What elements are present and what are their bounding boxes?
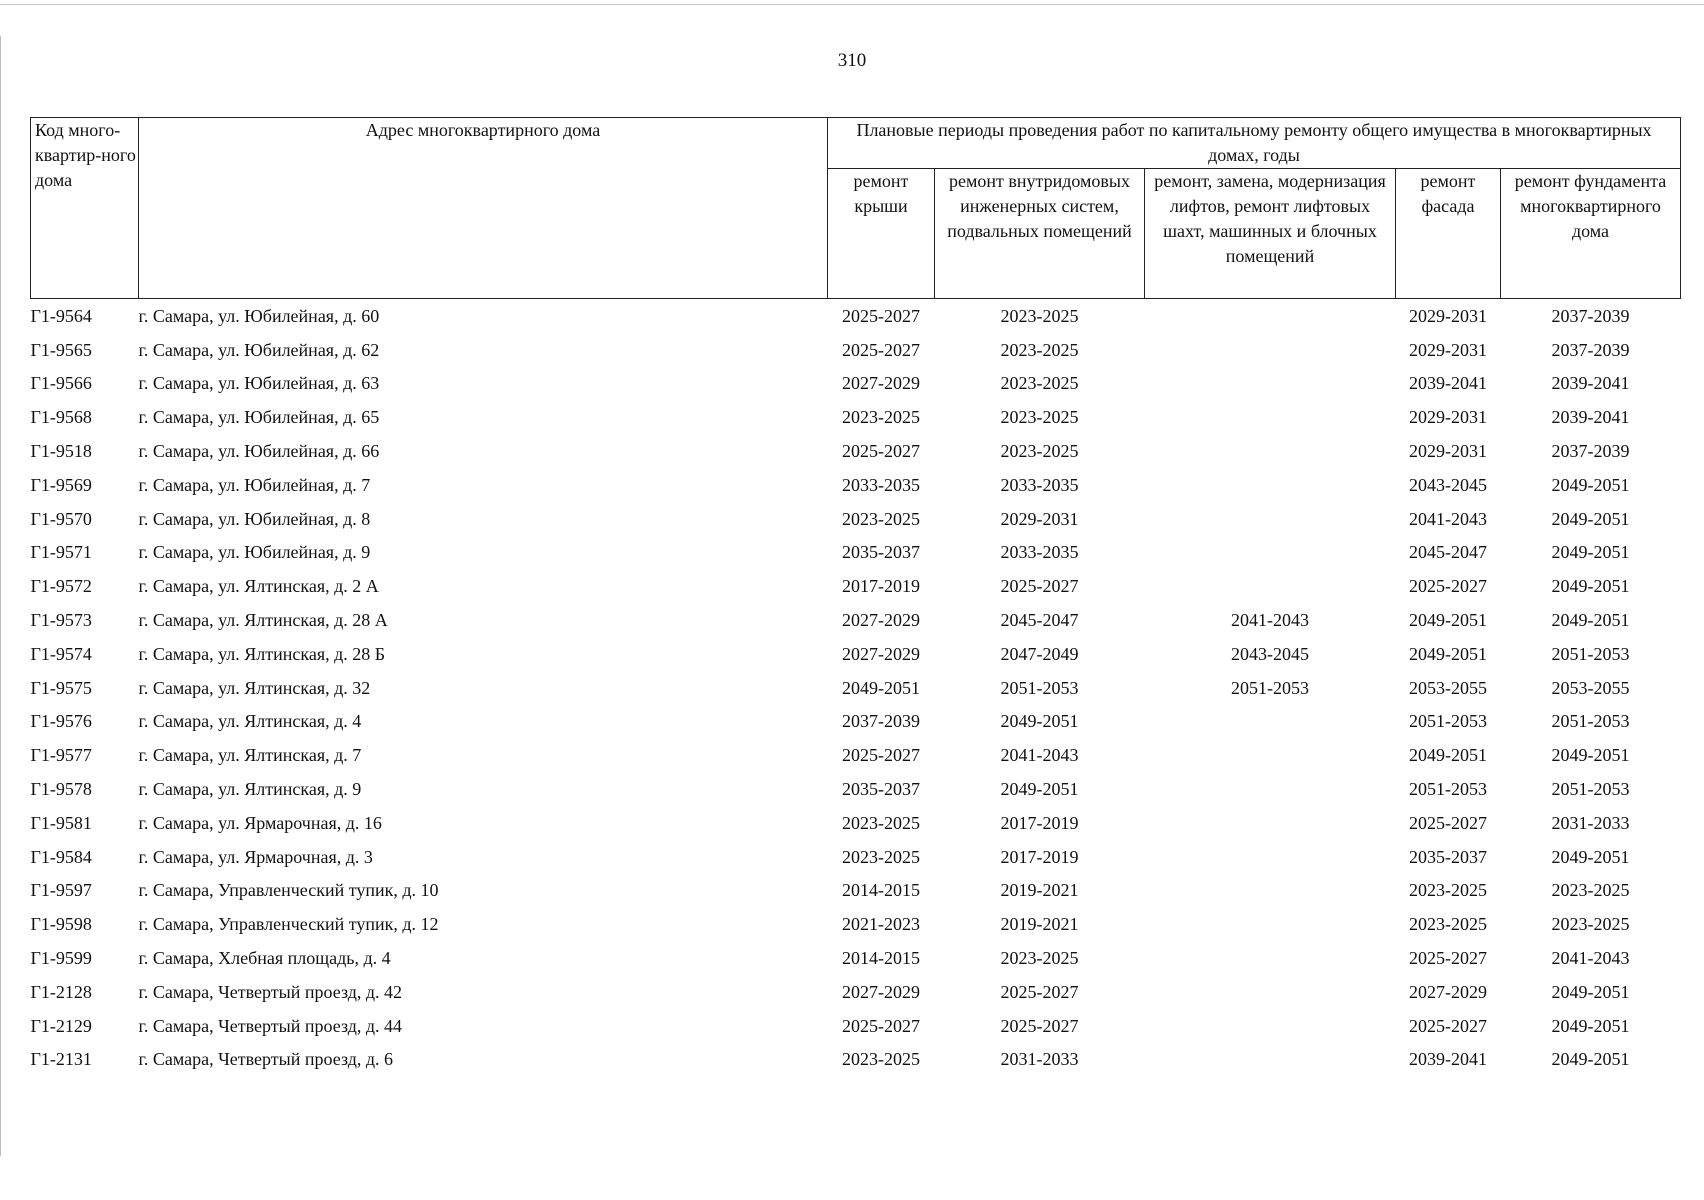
cell-lifts: [1145, 738, 1396, 772]
cell-facade: 2023-2025: [1409, 880, 1487, 901]
cell-address: г. Самара, ул. Ярмарочная, д. 3: [138, 846, 373, 867]
cell-engineering: 2041-2043: [1000, 745, 1079, 766]
cell-facade: 2049-2051: [1409, 643, 1487, 664]
table-row: [31, 333, 1681, 367]
cell-engineering: 2017-2019: [1000, 846, 1079, 867]
cell-code: Г1-9571: [30, 542, 92, 563]
cell-roof: 2023-2025: [842, 812, 920, 833]
cell-facade: 2053-2055: [1409, 677, 1487, 698]
cell-code: Г1-9578: [30, 779, 92, 800]
cell-lifts: [1145, 367, 1396, 401]
table-row: [31, 367, 1681, 401]
cell-address: г. Самара, ул. Юбилейная, д. 62: [138, 339, 380, 360]
header-facade: ремонт фасада: [1396, 169, 1501, 299]
table-row: [31, 468, 1681, 502]
cell-address: г. Самара, ул. Юбилейная, д. 8: [138, 508, 371, 529]
cell-engineering: 2023-2025: [1000, 373, 1079, 394]
cell-roof: 2025-2027: [842, 305, 920, 326]
cell-foundation: 2037-2039: [1551, 441, 1630, 462]
cell-code: Г1-9597: [30, 880, 92, 901]
cell-facade: 2027-2029: [1409, 981, 1487, 1002]
table-row: [31, 299, 1681, 333]
cell-foundation: 2023-2025: [1551, 880, 1630, 901]
cell-roof: 2027-2029: [842, 981, 920, 1002]
cell-lifts: [1145, 975, 1396, 1009]
cell-engineering: 2045-2047: [1000, 610, 1079, 631]
cell-address: г. Самара, ул. Ялтинская, д. 4: [138, 711, 362, 732]
table-row: [31, 400, 1681, 434]
header-engineering: ремонт внутридомовых инженерных систем, подвальных помещений: [935, 169, 1145, 299]
cell-address: г. Самара, Управленческий тупик, д. 10: [138, 880, 439, 901]
cell-facade: 2051-2053: [1409, 711, 1487, 732]
cell-address: г. Самара, ул. Ялтинская, д. 28 А: [138, 610, 388, 631]
cell-address: г. Самара, ул. Ялтинская, д. 7: [138, 745, 362, 766]
cell-roof: 2035-2037: [842, 779, 920, 800]
cell-lifts: 2041-2043: [1231, 610, 1309, 631]
cell-engineering: 2025-2027: [1000, 576, 1079, 597]
table-row: [31, 603, 1681, 637]
cell-engineering: 2023-2025: [1000, 441, 1079, 462]
header-periods: Плановые периоды проведения работ по капитальному ремонту общего имущества в многоквартирных домах, годы: [828, 118, 1681, 169]
table-row: [31, 671, 1681, 705]
cell-lifts: [1145, 502, 1396, 536]
scan-edge-top: [0, 4, 1704, 5]
cell-foundation: 2031-2033: [1551, 812, 1630, 833]
table-body: [31, 299, 1681, 1077]
cell-code: Г1-9575: [30, 677, 92, 698]
cell-roof: 2027-2029: [842, 643, 920, 664]
table-row: [31, 874, 1681, 908]
cell-roof: 2049-2051: [842, 677, 920, 698]
cell-facade: 2049-2051: [1409, 745, 1487, 766]
cell-facade: 2029-2031: [1409, 441, 1487, 462]
header-foundation: ремонт фундамента многоквартирного дома: [1501, 169, 1681, 299]
cell-address: г. Самара, ул. Ялтинская, д. 28 Б: [138, 643, 386, 664]
cell-lifts: [1145, 468, 1396, 502]
table-row: [31, 434, 1681, 468]
table-row: [31, 502, 1681, 536]
cell-address: г. Самара, ул. Юбилейная, д. 60: [138, 305, 380, 326]
table-row: [31, 772, 1681, 806]
cell-address: г. Самара, ул. Ялтинская, д. 2 А: [138, 576, 379, 597]
cell-lifts: [1145, 434, 1396, 468]
cell-lifts: [1145, 806, 1396, 840]
cell-address: г. Самара, ул. Юбилейная, д. 9: [138, 542, 371, 563]
cell-facade: 2045-2047: [1409, 542, 1487, 563]
cell-lifts: [1145, 333, 1396, 367]
cell-roof: 2023-2025: [842, 846, 920, 867]
cell-engineering: 2019-2021: [1000, 914, 1079, 935]
cell-address: г. Самара, Четвертый проезд, д. 42: [138, 981, 403, 1002]
cell-foundation: 2039-2041: [1551, 407, 1630, 428]
cell-foundation: 2049-2051: [1551, 1049, 1630, 1070]
cell-engineering: 2025-2027: [1000, 981, 1079, 1002]
cell-facade: 2025-2027: [1409, 1015, 1487, 1036]
cell-code: Г1-9568: [30, 407, 92, 428]
cell-engineering: 2023-2025: [1000, 407, 1079, 428]
cell-lifts: 2043-2045: [1231, 643, 1309, 664]
cell-address: г. Самара, ул. Юбилейная, д. 63: [138, 373, 380, 394]
cell-roof: 2025-2027: [842, 339, 920, 360]
cell-engineering: 2019-2021: [1000, 880, 1079, 901]
table-row: [31, 975, 1681, 1009]
cell-engineering: 2029-2031: [1000, 508, 1079, 529]
cell-foundation: 2049-2051: [1551, 981, 1630, 1002]
cell-address: г. Самара, Управленческий тупик, д. 12: [138, 914, 439, 935]
cell-roof: 2037-2039: [842, 711, 920, 732]
cell-roof: 2025-2027: [842, 441, 920, 462]
cell-facade: 2051-2053: [1409, 779, 1487, 800]
cell-foundation: 2053-2055: [1551, 677, 1630, 698]
cell-foundation: 2049-2051: [1551, 610, 1630, 631]
cell-lifts: 2051-2053: [1231, 677, 1309, 698]
cell-facade: 2041-2043: [1409, 508, 1487, 529]
cell-engineering: 2023-2025: [1000, 339, 1079, 360]
table-row: [31, 569, 1681, 603]
cell-code: Г1-9576: [30, 711, 92, 732]
cell-foundation: 2049-2051: [1551, 846, 1630, 867]
cell-foundation: 2051-2053: [1551, 779, 1630, 800]
cell-engineering: 2049-2051: [1000, 711, 1079, 732]
cell-roof: 2023-2025: [842, 407, 920, 428]
table-row: [31, 806, 1681, 840]
cell-facade: 2025-2027: [1409, 812, 1487, 833]
cell-engineering: 2031-2033: [1000, 1049, 1079, 1070]
cell-code: Г1-9566: [30, 373, 92, 394]
cell-code: Г1-9564: [30, 305, 92, 326]
header-code: Код много-квартир-ного дома: [31, 118, 139, 299]
cell-code: Г1-9599: [30, 948, 92, 969]
cell-roof: 2027-2029: [842, 610, 920, 631]
table-row: [31, 536, 1681, 570]
cell-foundation: 2023-2025: [1551, 914, 1630, 935]
cell-facade: 2035-2037: [1409, 846, 1487, 867]
cell-address: г. Самара, ул. Юбилейная, д. 7: [138, 474, 371, 495]
cell-code: Г1-9572: [30, 576, 92, 597]
header-lifts: ремонт, замена, модернизация лифтов, ремонт лифтовых шахт, машинных и блочных помещений: [1145, 169, 1396, 299]
cell-foundation: 2051-2053: [1551, 711, 1630, 732]
cell-facade: 2039-2041: [1409, 373, 1487, 394]
cell-code: Г1-9570: [30, 508, 92, 529]
cell-code: Г1-2129: [30, 1015, 92, 1036]
cell-address: г. Самара, Хлебная площадь, д. 4: [138, 948, 391, 969]
cell-code: Г1-9598: [30, 914, 92, 935]
cell-facade: 2049-2051: [1409, 610, 1487, 631]
cell-engineering: 2051-2053: [1000, 677, 1079, 698]
cell-lifts: [1145, 400, 1396, 434]
cell-roof: 2014-2015: [842, 880, 920, 901]
cell-lifts: [1145, 772, 1396, 806]
repair-schedule-table: [30, 117, 1681, 1076]
cell-code: Г1-2131: [30, 1049, 92, 1070]
cell-engineering: 2025-2027: [1000, 1015, 1079, 1036]
cell-code: Г1-9518: [30, 441, 92, 462]
cell-roof: 2035-2037: [842, 542, 920, 563]
cell-address: г. Самара, Четвертый проезд, д. 6: [138, 1049, 394, 1070]
cell-foundation: 2049-2051: [1551, 508, 1630, 529]
cell-facade: 2043-2045: [1409, 474, 1487, 495]
table-row: [31, 907, 1681, 941]
cell-foundation: 2041-2043: [1551, 948, 1630, 969]
cell-engineering: 2033-2035: [1000, 542, 1079, 563]
cell-facade: 2023-2025: [1409, 914, 1487, 935]
cell-code: Г1-2128: [30, 981, 92, 1002]
cell-foundation: 2037-2039: [1551, 339, 1630, 360]
cell-engineering: 2047-2049: [1000, 643, 1079, 664]
cell-engineering: 2033-2035: [1000, 474, 1079, 495]
table-row: [31, 1009, 1681, 1043]
cell-lifts: [1145, 569, 1396, 603]
header-roof: ремонт крыши: [828, 169, 935, 299]
cell-lifts: [1145, 1009, 1396, 1043]
cell-foundation: 2049-2051: [1551, 542, 1630, 563]
cell-lifts: [1145, 840, 1396, 874]
cell-address: г. Самара, ул. Ялтинская, д. 9: [138, 779, 362, 800]
header-address: Адрес многоквартирного дома: [139, 118, 828, 299]
cell-facade: 2029-2031: [1409, 407, 1487, 428]
page-number: 310: [837, 50, 867, 71]
cell-foundation: 2049-2051: [1551, 474, 1630, 495]
cell-facade: 2039-2041: [1409, 1049, 1487, 1070]
cell-lifts: [1145, 907, 1396, 941]
cell-roof: 2025-2027: [842, 1015, 920, 1036]
cell-lifts: [1145, 536, 1396, 570]
cell-foundation: 2049-2051: [1551, 576, 1630, 597]
cell-code: Г1-9584: [30, 846, 92, 867]
cell-address: г. Самара, ул. Юбилейная, д. 66: [138, 441, 380, 462]
cell-foundation: 2037-2039: [1551, 305, 1630, 326]
cell-foundation: 2049-2051: [1551, 1015, 1630, 1036]
cell-address: г. Самара, Четвертый проезд, д. 44: [138, 1015, 403, 1036]
cell-code: Г1-9565: [30, 339, 92, 360]
cell-foundation: 2039-2041: [1551, 373, 1630, 394]
cell-engineering: 2017-2019: [1000, 812, 1079, 833]
cell-roof: 2014-2015: [842, 948, 920, 969]
cell-address: г. Самара, ул. Ярмарочная, д. 16: [138, 812, 382, 833]
table-row: [31, 941, 1681, 975]
cell-address: г. Самара, ул. Ялтинская, д. 32: [138, 677, 371, 698]
cell-facade: 2029-2031: [1409, 339, 1487, 360]
table-row: [31, 738, 1681, 772]
cell-code: Г1-9574: [30, 643, 92, 664]
cell-address: г. Самара, ул. Юбилейная, д. 65: [138, 407, 380, 428]
table-row: [31, 637, 1681, 671]
cell-lifts: [1145, 1043, 1396, 1077]
cell-code: Г1-9581: [30, 812, 92, 833]
cell-lifts: [1145, 874, 1396, 908]
cell-code: Г1-9577: [30, 745, 92, 766]
cell-roof: 2023-2025: [842, 1049, 920, 1070]
table-row: [31, 1043, 1681, 1077]
table-row: [31, 840, 1681, 874]
cell-code: Г1-9569: [30, 474, 92, 495]
cell-facade: 2025-2027: [1409, 576, 1487, 597]
cell-foundation: 2051-2053: [1551, 643, 1630, 664]
cell-facade: 2025-2027: [1409, 948, 1487, 969]
cell-lifts: [1145, 941, 1396, 975]
cell-code: Г1-9573: [30, 610, 92, 631]
cell-engineering: 2023-2025: [1000, 948, 1079, 969]
cell-roof: 2027-2029: [842, 373, 920, 394]
cell-roof: 2033-2035: [842, 474, 920, 495]
scan-edge-left: [0, 36, 1, 1156]
cell-facade: 2029-2031: [1409, 305, 1487, 326]
cell-foundation: 2049-2051: [1551, 745, 1630, 766]
cell-roof: 2017-2019: [842, 576, 920, 597]
cell-roof: 2023-2025: [842, 508, 920, 529]
cell-engineering: 2049-2051: [1000, 779, 1079, 800]
cell-lifts: [1145, 705, 1396, 739]
cell-roof: 2025-2027: [842, 745, 920, 766]
cell-engineering: 2023-2025: [1000, 305, 1079, 326]
cell-lifts: [1145, 299, 1396, 333]
cell-roof: 2021-2023: [842, 914, 920, 935]
table-row: [31, 705, 1681, 739]
